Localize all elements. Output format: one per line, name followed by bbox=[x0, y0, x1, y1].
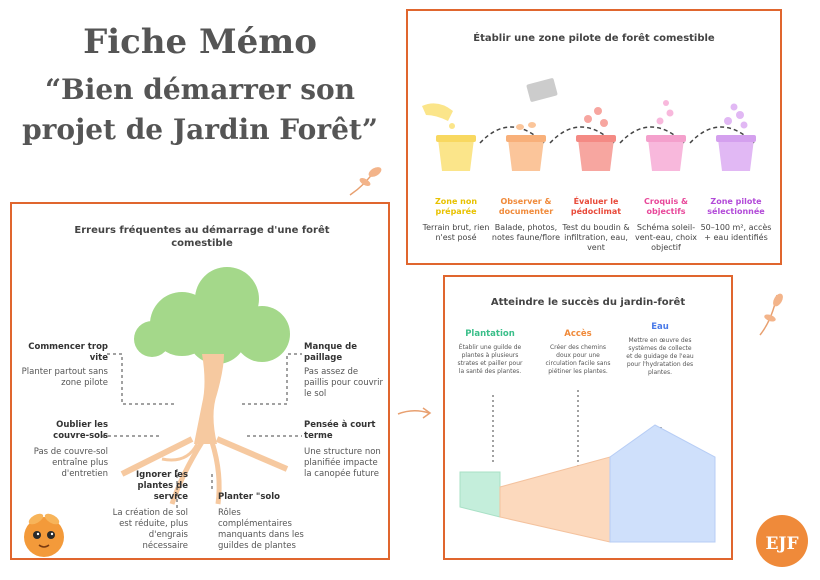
step-text-4: Schéma soleil-vent-eau, choix objectif bbox=[634, 223, 698, 252]
error-heading-6: Pensée à court terme bbox=[304, 420, 376, 441]
error-text-6: Une structure non planifiée impacte la canopée future bbox=[304, 447, 381, 479]
step-text-3: Test du boudin & infiltration, eau, vent bbox=[562, 223, 630, 252]
error-heading-4: Planter "solo bbox=[218, 492, 280, 502]
page-title: Fiche Mémo bbox=[83, 22, 317, 62]
sprout-icon bbox=[752, 290, 797, 340]
step-label-3: Évaluer le pédoclimat bbox=[570, 197, 622, 216]
error-heading-5: Manque de paillage bbox=[304, 342, 357, 363]
error-heading-2: Oublier les couvre-sols bbox=[53, 420, 108, 441]
step-label-5: Zone pilote sélectionnée bbox=[707, 197, 765, 216]
pillar-text-eau: Mettre en œuvre des systèmes de collecte et de guidage de l'eau pour l'hydratation des plantes. bbox=[626, 337, 694, 376]
step-label-1: Zone non préparée bbox=[434, 197, 478, 216]
pilot-zone-panel bbox=[406, 9, 782, 265]
error-text-2: Pas de couvre-sol entraîne plus d'entretien bbox=[33, 447, 108, 479]
error-heading-3: Ignorer les plantes de service bbox=[136, 470, 188, 502]
error-text-5: Pas assez de paillis pour couvrir le sol bbox=[304, 367, 384, 399]
error-text-3: La création de sol est réduite, plus d'engrais nécessaire bbox=[112, 508, 188, 551]
pilot-panel-title: Établir une zone pilote de forêt comestible bbox=[473, 33, 715, 44]
step-text-1: Terrain brut, rien n'est posé bbox=[422, 223, 490, 242]
sprout-icon bbox=[345, 160, 395, 200]
subtitle-line-2: projet de Jardin Forêt” bbox=[22, 113, 378, 146]
step-text-5: 50–100 m², accès + eau identifiés bbox=[700, 223, 772, 242]
logo: EJF bbox=[756, 515, 808, 567]
success-panel-title: Atteindre le succès du jardin-forêt bbox=[490, 297, 686, 308]
mascot-icon bbox=[14, 505, 74, 560]
page-subtitle bbox=[0, 70, 400, 150]
pillar-text-acces: Créer des chemins doux pour une circulation facile sans piétiner les plantes. bbox=[545, 344, 611, 375]
errors-panel-title: Erreurs fréquentes au démarrage d'une forêt comestible bbox=[74, 225, 330, 249]
step-label-4: Croquis & objectifs bbox=[644, 197, 688, 216]
error-text-4: Rôles complémentaires manquants dans les guildes de plantes bbox=[218, 508, 304, 551]
error-text-1: Planter partout sans zone pilote bbox=[21, 367, 108, 388]
success-panel bbox=[443, 275, 733, 560]
pillar-heading-plantation: Plantation bbox=[465, 329, 515, 339]
subtitle-line-1: “Bien démarrer son bbox=[44, 73, 356, 106]
pots-illustration bbox=[408, 11, 780, 191]
pillar-text-plantation: Établir une guilde de plantes à plusieurs strates et pailler pour la santé des plantes. bbox=[457, 344, 523, 375]
step-text-2: Balade, photos, notes faune/flore bbox=[491, 223, 561, 242]
pillar-heading-eau: Eau bbox=[651, 322, 669, 332]
pillar-heading-acces: Accès bbox=[564, 329, 592, 339]
arrow-icon bbox=[395, 400, 435, 425]
error-heading-1: Commencer trop vite bbox=[28, 342, 108, 363]
pillars-illustration bbox=[445, 277, 731, 558]
step-label-2: Observer & documenter bbox=[498, 197, 554, 216]
